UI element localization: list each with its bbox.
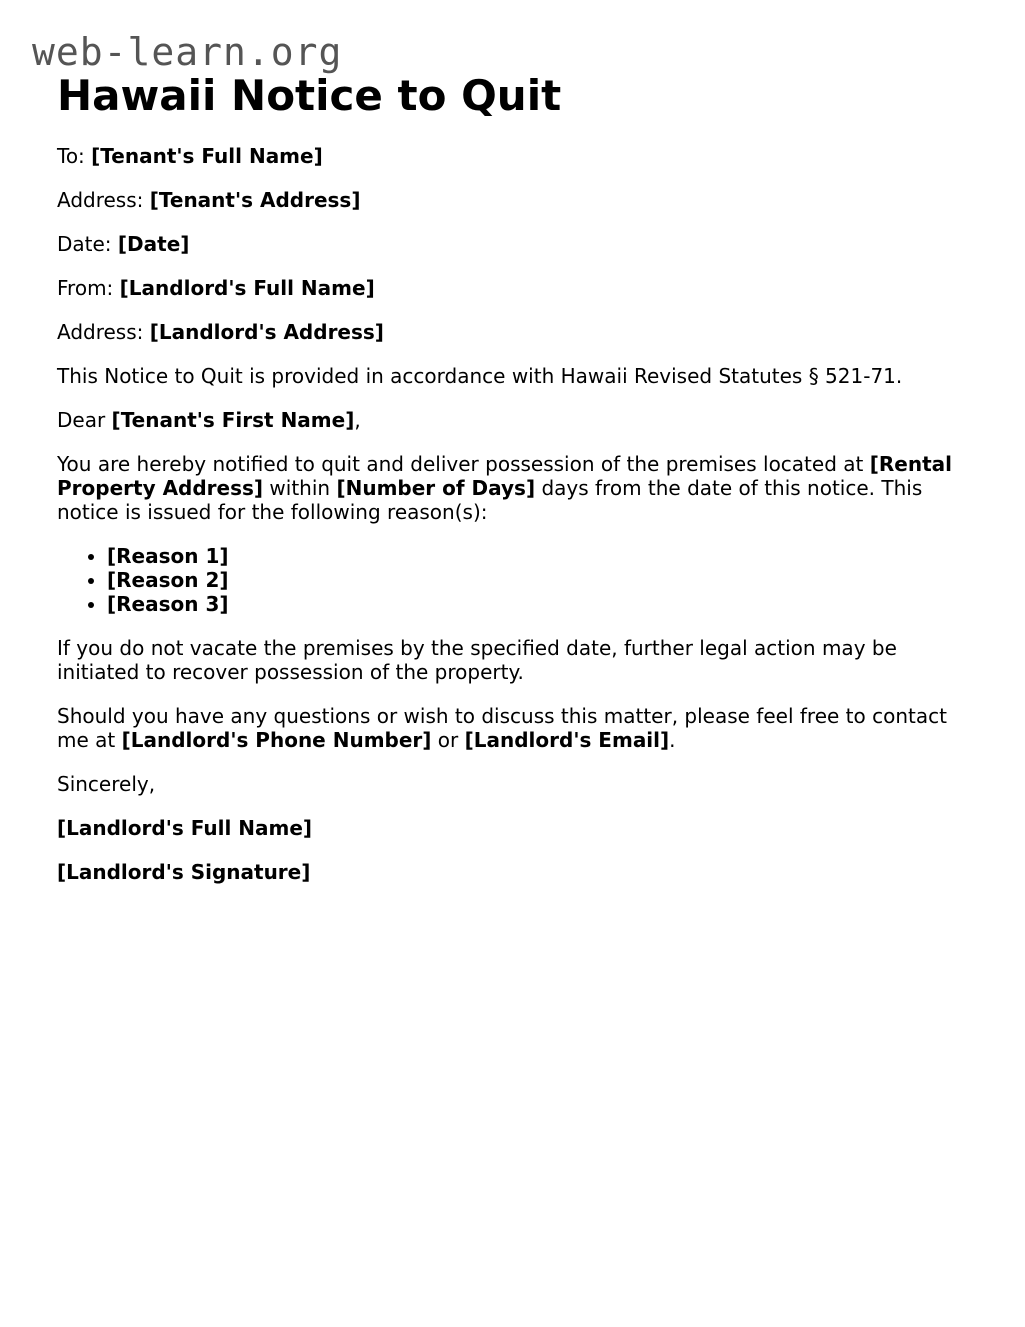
salutation-suffix: , bbox=[354, 408, 361, 432]
from-label: From: bbox=[57, 276, 114, 300]
landlord-address-line bbox=[57, 320, 967, 344]
landlord-phone: [Landlord's Phone Number] bbox=[121, 728, 432, 752]
tenant-address-line bbox=[57, 188, 967, 212]
landlord-full-name: [Landlord's Full Name] bbox=[119, 276, 375, 300]
notice-text-3: days from the date of this notice. This notice is issued for the following reason(s): bbox=[57, 476, 923, 524]
tenant-first-name: [Tenant's First Name] bbox=[111, 408, 355, 432]
consequence-paragraph: If you do not vacate the premises by the specified date, further legal action may be initiated to recover possession of the property. bbox=[57, 636, 897, 684]
tenant-address-label: Address: bbox=[57, 188, 144, 212]
closing: Sincerely, bbox=[57, 772, 156, 796]
signature-name-line bbox=[57, 816, 967, 840]
watermark: web-learn.org bbox=[32, 30, 343, 74]
notice-document bbox=[57, 70, 967, 904]
to-label: To: bbox=[57, 144, 85, 168]
notice-text-1: You are hereby notified to quit and deliver possession of the premises located at bbox=[57, 452, 864, 476]
signature-line bbox=[57, 860, 967, 884]
reason-item: • [Reason 1] bbox=[107, 544, 967, 568]
reason-item: • [Reason 3] bbox=[107, 592, 967, 616]
tenant-address: [Tenant's Address] bbox=[149, 188, 361, 212]
contact-paragraph bbox=[57, 704, 967, 752]
document-title: Hawaii Notice to Quit bbox=[57, 71, 562, 120]
date-line bbox=[57, 232, 967, 256]
salutation-prefix: Dear bbox=[57, 408, 106, 432]
landlord-signature: [Landlord's Signature] bbox=[57, 860, 311, 884]
from-line bbox=[57, 276, 967, 300]
reasons-list bbox=[57, 544, 967, 616]
landlord-address-label: Address: bbox=[57, 320, 144, 344]
landlord-email: [Landlord's Email] bbox=[464, 728, 670, 752]
contact-text-3: . bbox=[669, 728, 676, 752]
notice-paragraph bbox=[57, 452, 967, 524]
signature-name: [Landlord's Full Name] bbox=[57, 816, 313, 840]
contact-text-2: or bbox=[437, 728, 459, 752]
date-value: [Date] bbox=[117, 232, 190, 256]
number-of-days: [Number of Days] bbox=[336, 476, 536, 500]
statute-paragraph: This Notice to Quit is provided in accordance with Hawaii Revised Statutes § 521-71. bbox=[57, 364, 903, 388]
landlord-address: [Landlord's Address] bbox=[149, 320, 384, 344]
reason-item: • [Reason 2] bbox=[107, 568, 967, 592]
contact-text-1: Should you have any questions or wish to discuss this matter, please feel free to contact me at bbox=[57, 704, 947, 752]
date-label: Date: bbox=[57, 232, 112, 256]
salutation bbox=[57, 408, 967, 432]
to-line bbox=[57, 144, 967, 168]
rental-property-address: [Rental Property Address] bbox=[57, 452, 952, 500]
tenant-full-name: [Tenant's Full Name] bbox=[91, 144, 323, 168]
notice-text-2: within bbox=[269, 476, 331, 500]
